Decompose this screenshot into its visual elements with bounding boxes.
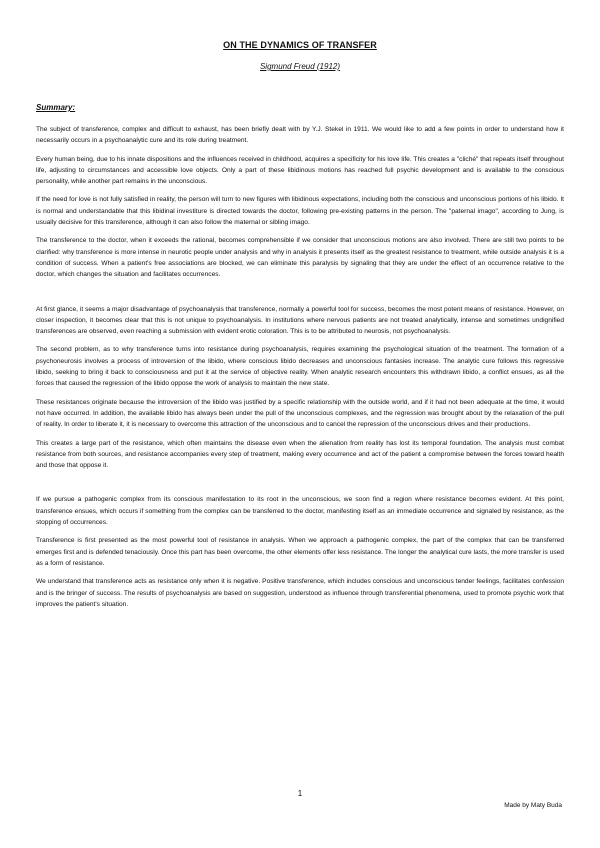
paragraph: Every human being, due to his innate dispositions and the influences received in childhood, acquires a specificity for his love life. This creates a "cliché" that repeats itself throughout life, adjusting to circumstances and accessible love objects. Only a part of these libidinous motions has reached full psychic development and is available to the conscious personality, while another part remains in the unconscious.: [36, 155, 564, 186]
paragraph: The transference to the doctor, when it exceeds the rational, becomes comprehensible if we consider that unconscious motions are also involved. There are still two points to be clarified: why transference is more intense in neurotic people under analysis and why in analysis it presents itself as the greatest resistance to treatment, while outside analysis it is a condition of success. When a patient's free associations are blocked, we can eliminate this paralysis by signaling that they are under the effect of an occurrence relative to the doctor, which changes the situation and facilitates occurrences.: [36, 237, 564, 279]
document-title: ON THE DYNAMICS OF TRANSFER: [223, 40, 377, 50]
paragraph: This creates a large part of the resistance, which often maintains the disease even when the alienation from reality has lost its temporal foundation. The analysis must combat resistance from both sources, and resistance accompanies every step of treatment, making every occurrence and act of the patient a compromise between the forces toward health and those that oppose it.: [36, 439, 564, 470]
paragraph: If we pursue a pathogenic complex from its conscious manifestation to its root in the unconscious, we soon find a region where resistance becomes evident. At this point, transference ensues, which occurs if something from the complex can be transferred to the doctor, manifesting itself as an immediate occurrence and signaled by resistance, as the stopping of occurrences.: [36, 496, 564, 527]
paragraph: We understand that transference acts as resistance only when it is negative. Positive transference, which includes conscious and unconscious tender feelings, facilitates confession and is the bringer of success. The results of psychoanalysis are based on suggestion, understood as influence through transferential phenomena, used to promote psychic work that improves the patient's situation.: [36, 578, 564, 608]
paragraph: The subject of transference, complex and difficult to exhaust, has been briefly dealt with by Y.J. Stekel in 1911. We would like to add a few points in order to understand how it necessarily occurs in a psychoanalytic cure and its role during treatment.: [36, 126, 564, 145]
document-subtitle: Sigmund Freud (1912): [259, 62, 341, 71]
paragraph: If the need for love is not fully satisfied in reality, the person will turn to new figures with libidinous expectations, including both the conscious and unconscious portions of his libido. It is normal and understandable that this libidinal investiture is directed towards the doctor, following pre-existing patterns in the person. The "paternal imago", according to Jung, is usually decisive for this transference, although it can also follow the maternal or sibling imago.: [36, 196, 564, 227]
paragraph: These resistances originate because the introversion of the libido was justified by a specific relationship with the outside world, and if it had not been adequate at the time, it would not have occurred. In addition, the available libido has always been under the pull of the unconscious complexes, and the regression was brought about by the relaxation of the pull of reality. In order to liberate it, it is necessary to overcome this attraction of the unconscious and to cancel the repression of the unconscious drives and their productions.: [36, 398, 564, 429]
paragraph: Transference is first presented as the most powerful tool of resistance in analysis. When we approach a pathogenic complex, the part of the complex that can be transferred emerges first and is defended tenaciously. Once this part has been overcome, the other elements offer less resistance. The longer the analytical cure lasts, the more transfer is used as a form of resistance.: [36, 537, 564, 567]
paragraph: At first glance, it seems a major disadvantage of psychoanalysis that transference, normally a powerful tool for success, becomes the most potent means of resistance. However, on closer inspection, it becomes clear that this is not unique to psychoanalysis. In institutions where nervous patients are not treated analytically, intense and sometimes undignified transferences are observed, even reaching a submission with evident erotic coloration. This is to be attributed to neurosis, not psychoanalysis.: [36, 305, 564, 336]
page-number: 1: [297, 789, 303, 798]
paragraph: The second problem, as to why transference turns into resistance during psychoanalysis, requires examining the psychological situation of the treatment. The formation of a psychoneurosis involves a process of introversion of the libido, where conscious libido decreases and unconscious fantasies increase. The analytic cure follows this regressive libido, seeking to bring it back to consciousness and put it at the service of objective reality. When analytic research encounters this withdrawn libido, a conflict ensues, as all the forces that caused the regression of the libido oppose the work of analysis to maintain the new state.: [36, 346, 564, 388]
document-body: [36, 124, 564, 617]
summary-heading: Summary:: [36, 103, 76, 112]
footer-credit: Made by Maty Buda: [504, 802, 562, 809]
